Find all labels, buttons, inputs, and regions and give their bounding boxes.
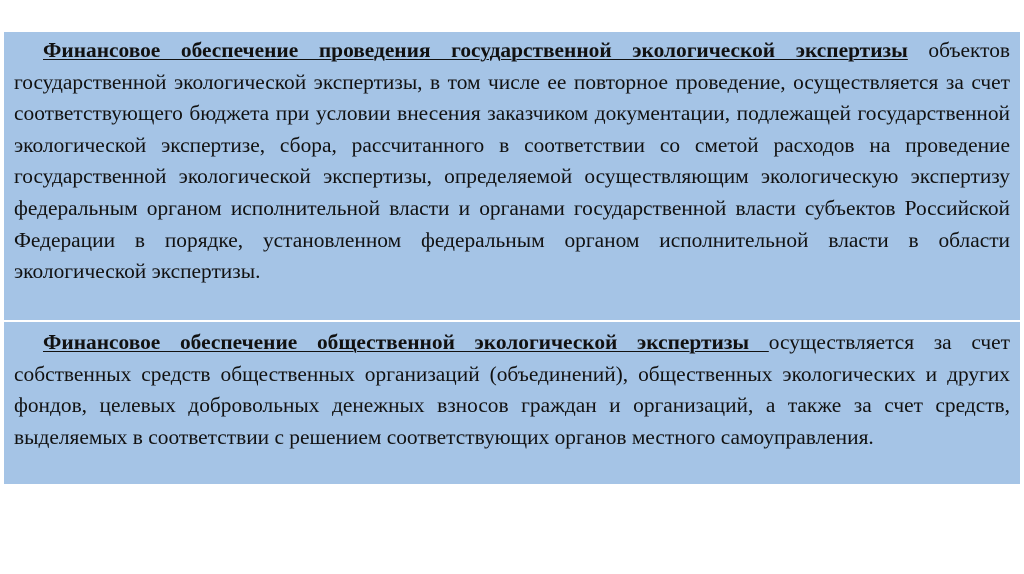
paragraph-public-expertise-financing [14,327,1010,453]
text-block-state-expertise [4,32,1020,320]
paragraph-body-state-expertise: объектов государственной экологической экспертизы, в том числе ее повторное проведение, осуществляется за счет соответствующего бюджета при условии внесения заказчиком документации, подлежащей государственной экологической экспертизе, сбора, рассчитанного в соответствии со сметой расходов на проведение государственной экологической экспертизы, определяемой осуществляющим экологическую экспертизу федеральным органом исполнительной власти и органами государственной власти субъектов Российской Федерации в порядке, установленном федеральным органом исполнительной власти в области экологической экспертизы. [14,38,1011,284]
paragraph-body-public-expertise: осуществляется за счет собственных средств общественных организаций (объединений), общественных экологических и других фондов, целевых добровольных денежных взносов граждан и организаций, а также за счет средств, выделяемых в соответствии с решением соответствующих органов местного самоуправления. [14,330,1010,449]
text-block-public-expertise [4,322,1020,484]
paragraph-state-expertise-financing [14,35,1010,288]
paragraph-heading-public-expertise: Финансовое обеспечение общественной экологической экспертизы [43,330,769,354]
paragraph-heading-state-expertise: Финансовое обеспечение проведения государственной экологической экспертизы [43,38,908,62]
